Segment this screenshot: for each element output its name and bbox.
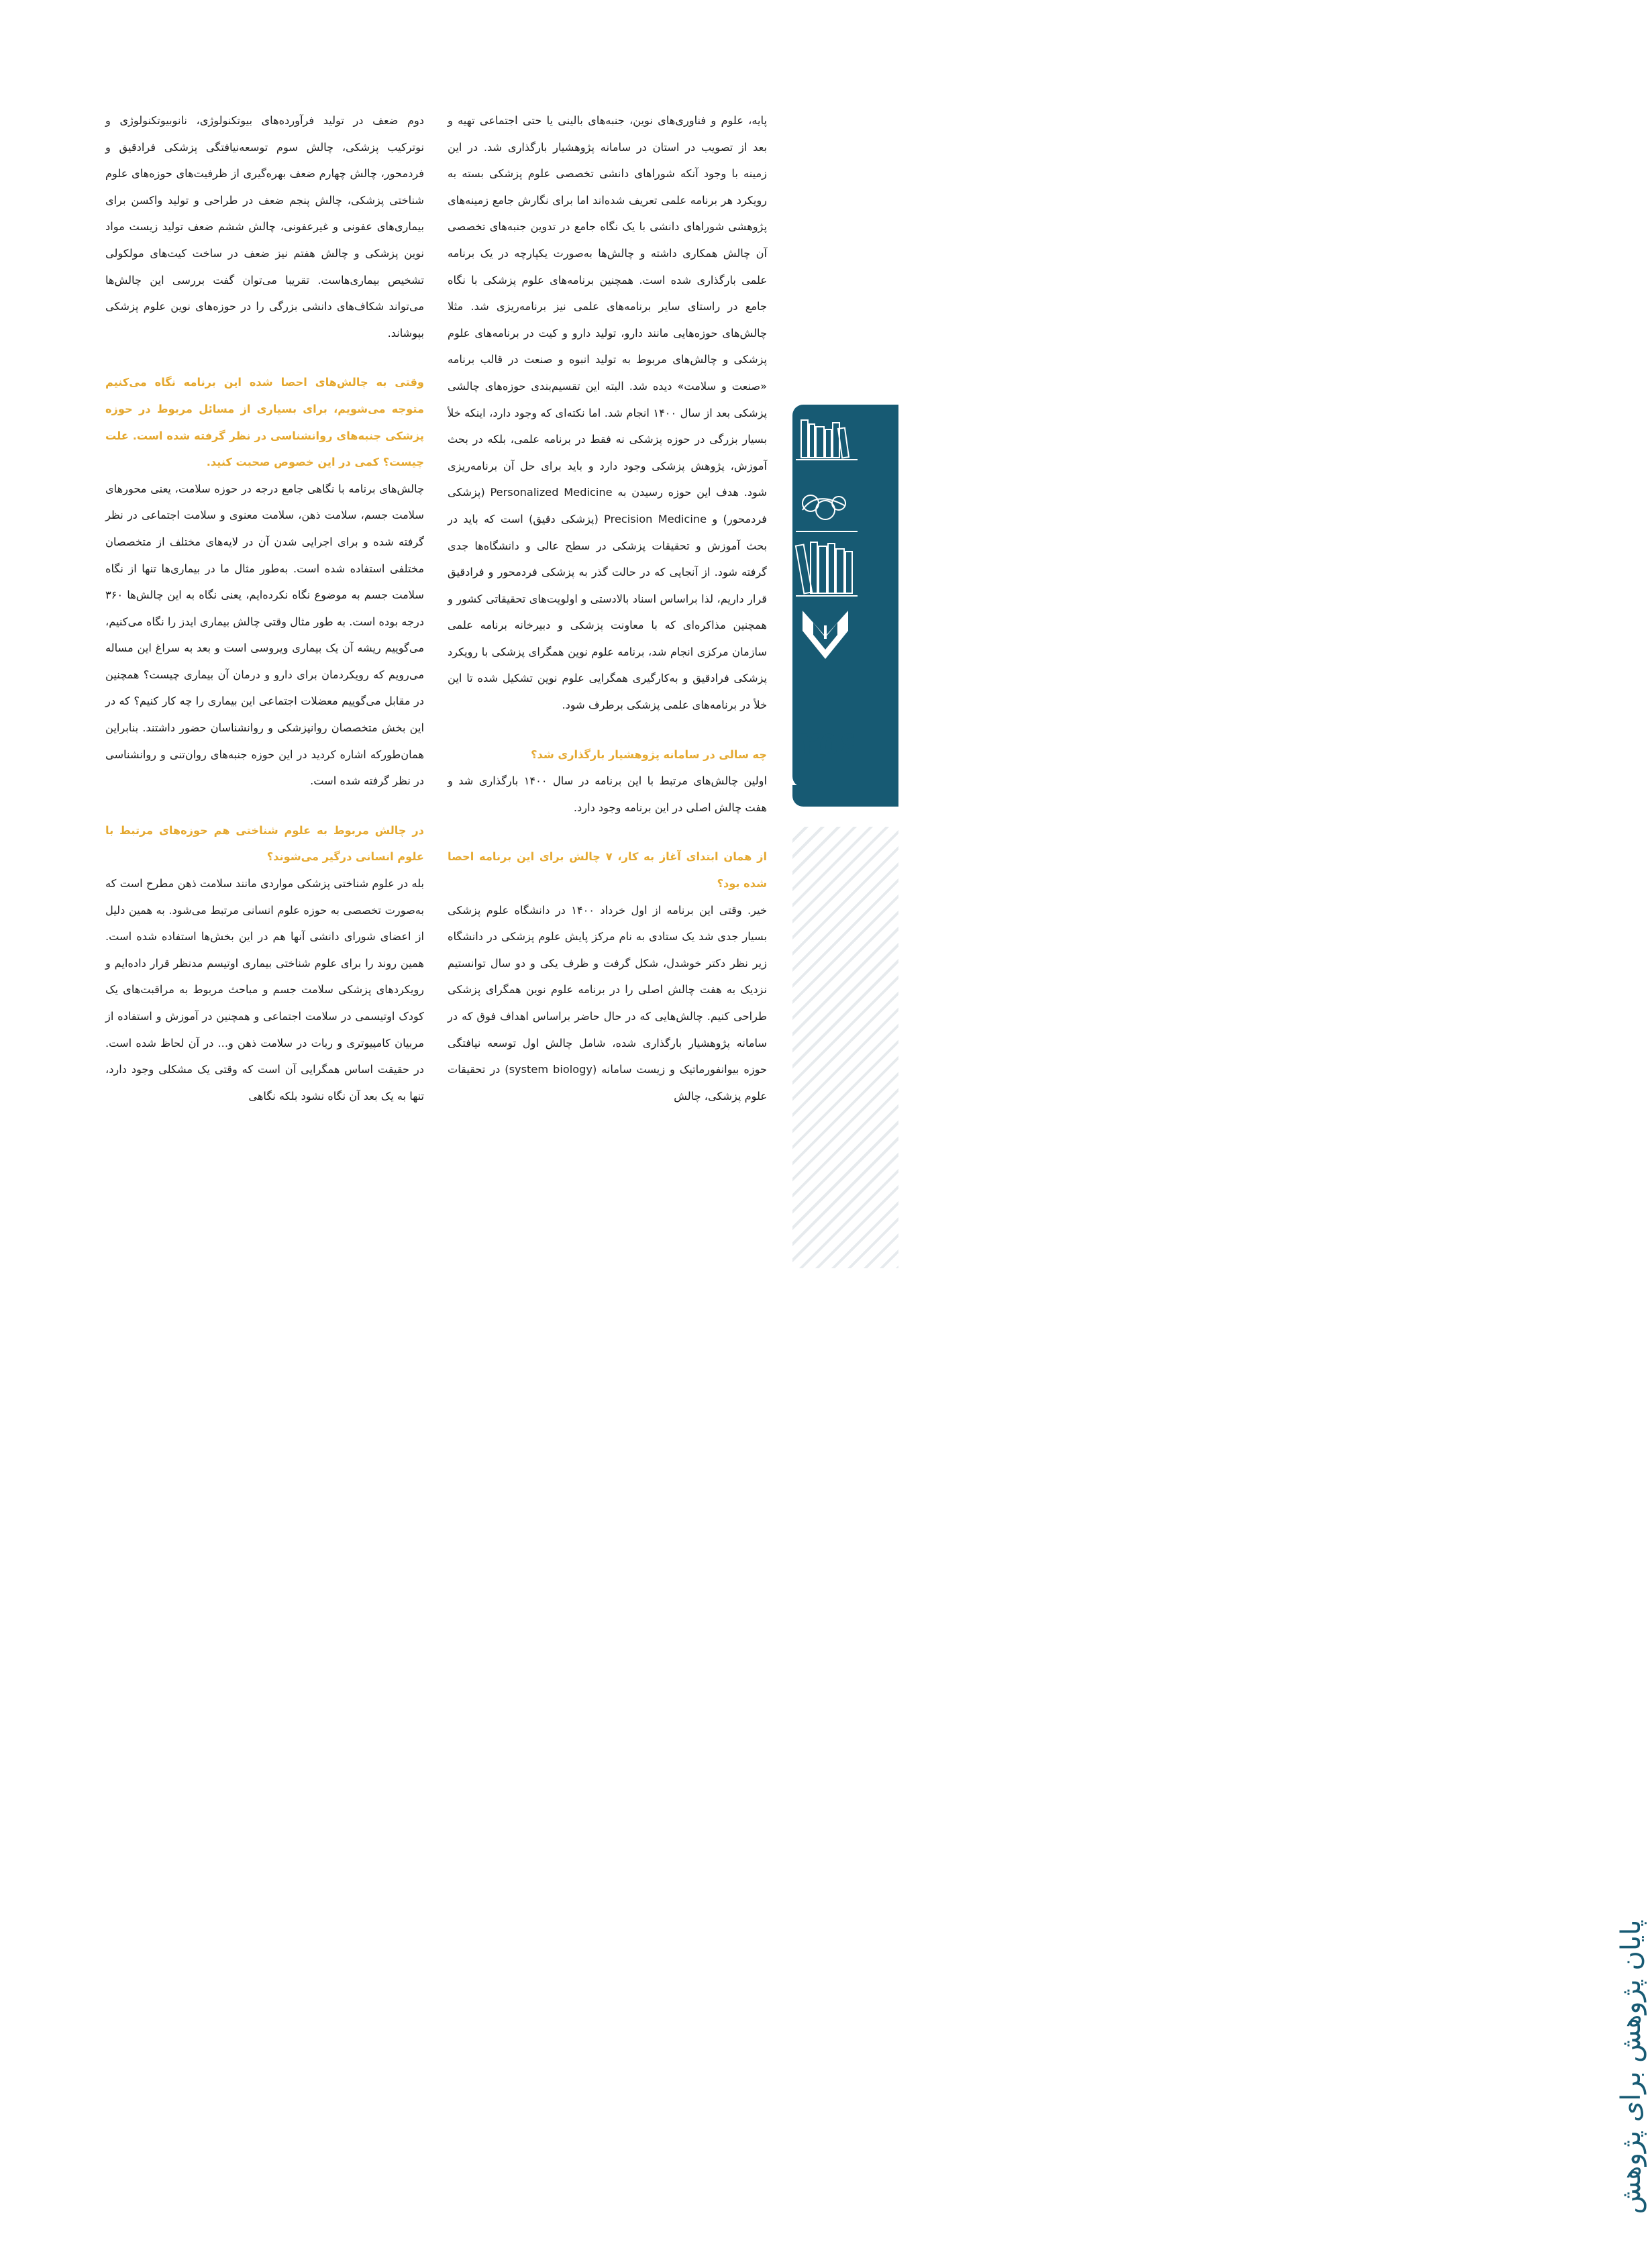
sidebar-icons xyxy=(796,409,858,723)
section-title: پایان پژوهش برای پژوهش xyxy=(1616,1919,1647,2214)
question-heading: چه سالی در سامانه پژوهشیار بارگذاری شد؟ xyxy=(531,748,767,761)
left-column xyxy=(105,107,424,1109)
molecule-icon xyxy=(796,495,858,531)
books-icon xyxy=(796,420,858,460)
question-heading: در چالش مربوط به علوم شناختی هم حوزه‌های مرتبط با علوم انسانی درگیر می‌شوند؟ xyxy=(105,823,424,864)
body-paragraph: بله در علوم شناختی پزشکی مواردی مانند سلامت ذهن مطرح است که به‌صورت تخصصی به حوزه علوم انسانی مرتبط می‌شود. به همین دلیل از اعضای شورای دانشی آنها هم در این بخش‌ها استفاده شده است. همین روند را برای علوم شناختی بیماری اوتیسم مدنظر قرار داده‌ایم و رویکردهای پزشکی سلامت جسم و مباحث مربوط به مراقبت‌های یک کودک اوتیسمی در سلامت اجتماعی و همچنین در آموزش و استفاده از مربیان کامپیوتری و ربات در سلامت ذهن و... در آن لحاظ شده است. در حقیقت اساس همگرایی آن است که وقتی یک مشکلی وجود دارد، تنها به یک بعد آن نگاه نشود بلکه نگاهی xyxy=(105,877,424,1103)
body-paragraph: اولین چالش‌های مرتبط با این برنامه در سال ۱۴۰۰ بارگذاری شد و هفت چالش اصلی در این برنامه وجود دارد. xyxy=(448,774,767,814)
body-paragraph: چالش‌های برنامه با نگاهی جامع درجه در حوزه سلامت، یعنی محورهای سلامت جسم، سلامت ذهن، سلامت معنوی و سلامت اجتماعی در نظر گرفته شده و برای اجرایی شدن آن در لایه‌های مختلف از متخصصان مختلفی استفاده شده است. به‌طور مثال ما در بیماری‌ها تنها از نگاه سلامت جسم به موضوع نگاه نکرده‌ایم، یعنی نگاه به این چالش‌ها ۳۶۰ درجه بوده است. به طور مثال وقتی چالش بیماری ایدز را نگاه می‌کنیم، می‌گوییم ریشه آن یک بیماری ویروسی است و بعد به سراغ این مساله می‌رویم که رویکردمان برای دارو و درمان آن بیماری چیست؟ همچنین در مقابل می‌گوییم معضلات اجتماعی این بیماری را چه کار کنیم؟ که در این بخش متخصصان روانپزشکی و روانشناسان حضور داشتند. بنابراین همان‌طورکه اشاره کردید در این حوزه جنبه‌های روان‌تنی و روانشناسی در نظر گرفته شده است. xyxy=(105,482,424,788)
body-paragraph: دوم ضعف در تولید فرآورده‌های بیوتکنولوژی، نانوبیوتکنولوژی و نوترکیب پزشکی، چالش سوم توسعه‌نیافتگی پزشکی فرادقیق و فردمحور، چالش چهارم ضعف بهره‌گیری از ظرفیت‌های حوزه‌های علوم شناختی پزشکی، چالش پنجم ضعف در طراحی و تولید واکسن برای بیماری‌های عفونی و غیرعفونی، چالش ششم ضعف تولید زیست مواد نوین پزشکی و چالش هفتم نیز ضعف در ساخت کیت‌های مولکولی تشخیص بیماری‌هاست. تقریبا می‌توان گفت بررسی این چالش‌ها می‌تواند شکاف‌های دانشی بزرگی را در حوزه‌های نوین علوم پزشکی بپوشاند. xyxy=(105,114,424,340)
question-heading: وقتی به چالش‌های احصا شده این برنامه نگاه می‌کنیم متوجه می‌شویم، برای بسیاری از مسائل مربوط در حوزه پزشکی جنبه‌های روانشناسی در نظر گرفته شده است. علت چیست؟ کمی در این خصوص صحبت کنید. xyxy=(105,376,424,469)
page-number: ۲۵۶ xyxy=(800,725,858,761)
section-side-tab xyxy=(792,827,898,1268)
university-logo-icon xyxy=(803,611,848,659)
question-heading: از همان ابتدای آغاز به کار، ۷ چالش برای این برنامه احصا شده بود؟ xyxy=(448,850,768,890)
bookshelf-icon xyxy=(796,542,858,596)
right-column xyxy=(448,107,767,1109)
sidebar-bottom-bar xyxy=(792,785,898,807)
body-paragraph: پایه، علوم و فناوری‌های نوین، جنبه‌های بالینی یا حتی اجتماعی تهیه و بعد از تصویب در استان در سامانه پژوهشیار بارگذاری شد. در این زمینه با وجود آنکه شوراهای دانشی تخصصی علوم پزشکی بسته به رویکرد هر برنامه علمی تعریف شده‌اند اما برای نگارش جامع زمینه‌های پژوهشی شوراهای دانشی با یک نگاه جامع در تدوین جنبه‌های تخصصی آن چالش همکاری داشته و چالش‌ها به‌صورت یکپارچه در یک برنامه علمی بارگذاری شده است. همچنین برنامه‌های علوم پزشکی با نگاه جامع در راستای سایر برنامه‌های علمی نیز برنامه‌ریزی شد. مثلا چالش‌های حوزه‌هایی مانند دارو، تولید دارو و کیت در برنامه‌های علوم پزشکی و چالش‌های مربوط به تولید انبوه و صنعت در قالب برنامه «صنعت و سلامت» دیده شد. البته این تقسیم‌بندی حوزه‌های چالشی پزشکی بعد از سال ۱۴۰۰ انجام شد. اما نکته‌ای که وجود دارد، اینکه خلأ بسیار بزرگی در حوزه پزشکی نه فقط در برنامه علمی، بلکه در بحث آموزش، پژوهش پزشکی وجود دارد و باید برای حل آن برنامه‌ریزی شود. هدف این حوزه رسیدن به Personalized Medicine (پزشکی فردمحور) و Precision Medicine (پزشکی دقیق) است که باید در بحث آموزش و تحقیقات پزشکی در سطح عالی و دانشگاه‌ها جدی گرفته شود. از آنجایی که در حالت گذر به پزشکی فردمحور و فرادقیق قرار داریم، لذا براساس اسناد بالادستی و اولویت‌های تحقیقاتی کشور و همچنین مذاکره‌ای که با معاونت پزشکی و دبیرخانه برنامه علمی سازمان مرکزی انجام شد، برنامه علوم نوین همگرای پزشکی با رویکرد پزشکی فرادقیق و به‌کارگیری همگرایی علوم نوین تشکیل شده تا این خلأ در برنامه‌های علمی پزشکی برطرف شود. xyxy=(448,114,768,712)
body-paragraph: خیر. وقتی این برنامه از اول خرداد ۱۴۰۰ در دانشگاه علوم پزشکی بسیار جدی شد یک ستادی به نام مرکز پایش علوم پزشکی در دانشگاه زیر نظر دکتر خوشدل، شکل گرفت و ظرف یکی و دو سال توانستیم نزدیک به هفت چالش اصلی را در برنامه علوم نوین همگرای پزشکی طراحی کنیم. چالش‌هایی که در حال حاضر براساس اهداف فوق که در سامانه پژوهشیار بارگذاری شده، شامل چالش اول توسعه نیافتگی حوزه بیوانفورماتیک و زیست سامانه (system biology) در تحقیقات علوم پزشکی، چالش xyxy=(448,903,767,1103)
